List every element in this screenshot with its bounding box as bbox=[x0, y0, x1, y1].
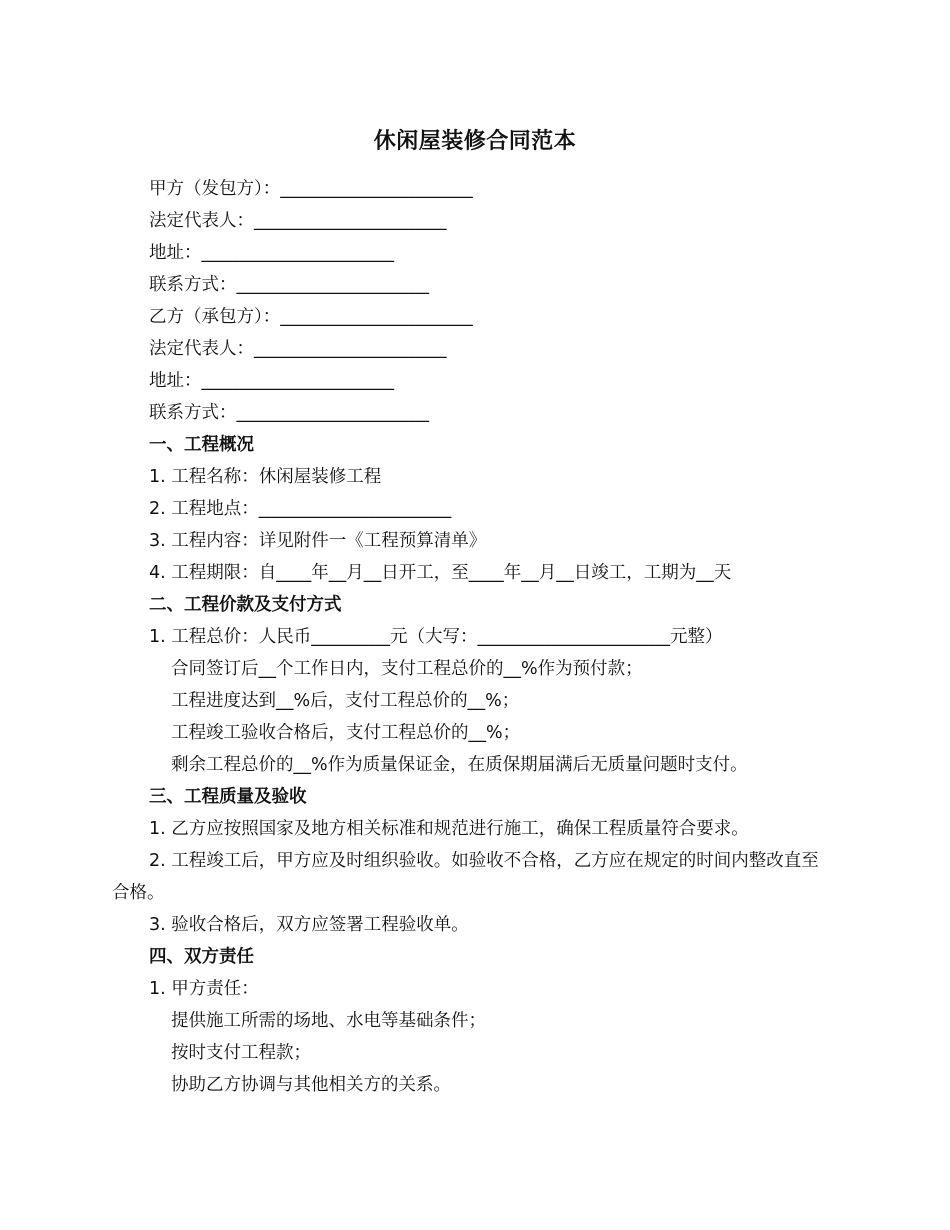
document-title: 休闲屋装修合同范本 bbox=[373, 129, 577, 154]
section-2-sub-item: 合同签订后__个工作日内，支付工程总价的__%作为预付款； bbox=[171, 659, 643, 679]
party-a-name-line: 甲方（发包方）：______________________ bbox=[149, 179, 473, 199]
section-3-heading: 三、工程质量及验收 bbox=[149, 787, 307, 807]
section-2-sub-item: 工程竣工验收合格后，支付工程总价的__%； bbox=[171, 723, 521, 743]
section-1-item: 3. 工程内容：详见附件一《工程预算清单》 bbox=[149, 531, 487, 551]
section-1-item: 2. 工程地点：______________________ bbox=[149, 499, 452, 519]
section-2-item-1: 1. 工程总价：人民币_________元（大写：______________________元整） bbox=[149, 627, 723, 647]
party-b-representative-line: 法定代表人：______________________ bbox=[149, 339, 447, 359]
section-1-item: 1. 工程名称：休闲屋装修工程 bbox=[149, 467, 382, 487]
section-2-sub-item: 剩余工程总价的__%作为质量保证金，在质保期届满后无质量问题时支付。 bbox=[171, 755, 748, 775]
section-1-item: 4. 工程期限：自____年__月__日开工，至____年__月__日竣工，工期为__天 bbox=[149, 563, 732, 583]
party-a-address-line: 地址：______________________ bbox=[149, 243, 394, 263]
section-4-sub-item: 协助乙方协调与其他相关方的关系。 bbox=[171, 1075, 451, 1095]
party-b-contact-line: 联系方式：______________________ bbox=[149, 403, 429, 423]
section-3-item-1: 1. 乙方应按照国家及地方相关标准和规范进行施工，确保工程质量符合要求。 bbox=[149, 819, 749, 839]
section-2-heading: 二、工程价款及支付方式 bbox=[149, 595, 342, 615]
section-3-item-2: 2. 工程竣工后，甲方应及时组织验收。如验收不合格，乙方应在规定的时间内整改直至合格。 bbox=[112, 851, 819, 903]
section-1-heading: 一、工程概况 bbox=[149, 435, 254, 455]
party-b-name-line: 乙方（承包方）：______________________ bbox=[149, 307, 473, 327]
section-2-sub-item: 工程进度达到__%后，支付工程总价的__%； bbox=[171, 691, 520, 711]
section-4-heading: 四、双方责任 bbox=[149, 947, 254, 967]
section-4-item-1: 1. 甲方责任： bbox=[149, 979, 259, 999]
section-4-sub-item: 提供施工所需的场地、水电等基础条件； bbox=[171, 1011, 486, 1031]
party-a-representative-line: 法定代表人：______________________ bbox=[149, 211, 447, 231]
section-3-item-3: 3. 验收合格后，双方应签署工程验收单。 bbox=[149, 915, 469, 935]
section-4-sub-item: 按时支付工程款； bbox=[171, 1043, 311, 1063]
party-b-address-line: 地址：______________________ bbox=[149, 371, 394, 391]
party-a-contact-line: 联系方式：______________________ bbox=[149, 275, 429, 295]
